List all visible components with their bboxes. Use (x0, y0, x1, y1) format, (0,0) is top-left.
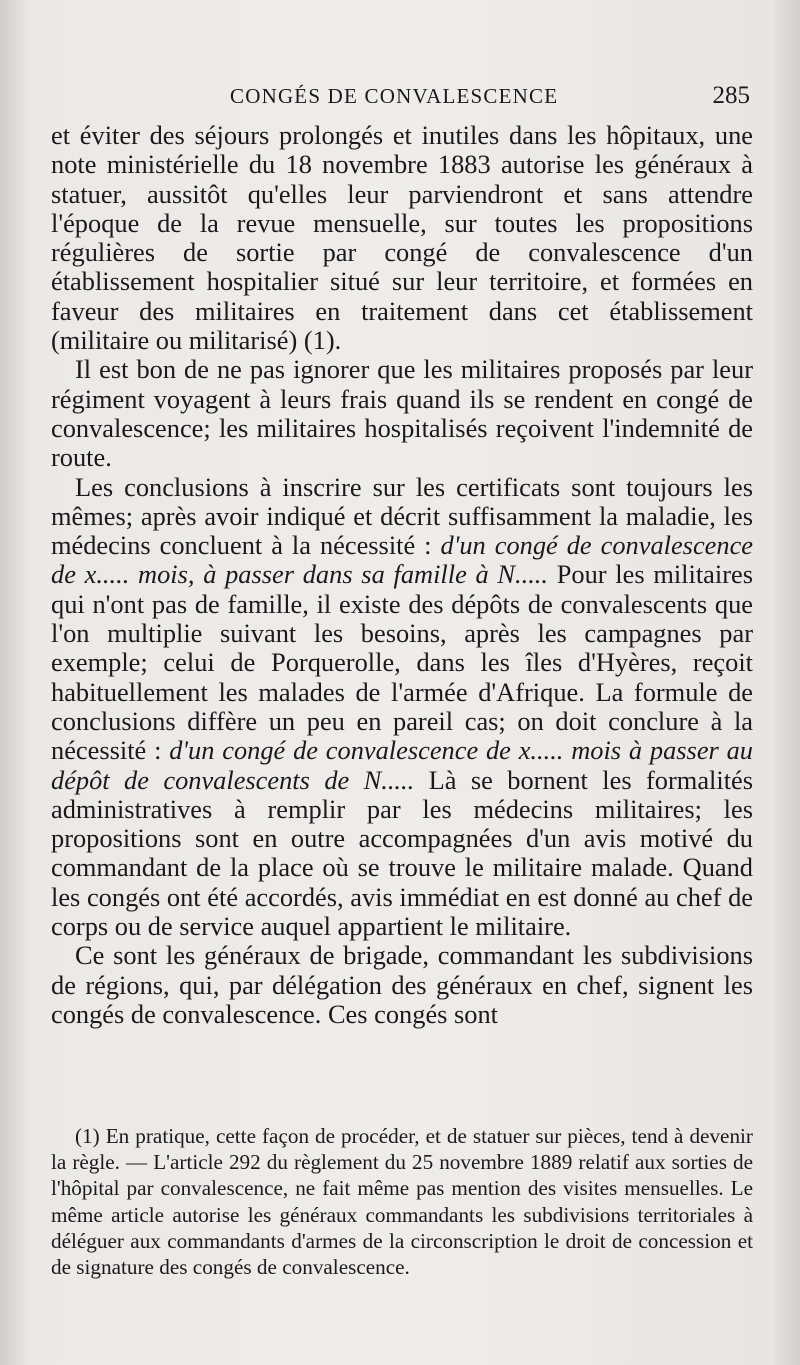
conclusions-text-2: Pour les militaires qui n'ont pas de famille, il existe des dépôts de convalescents que l'on multiplie suivant les besoins, après les campagnes par exemple; celui de Porquerolle, dans les îles d'Hyères, reçoit habituellement les malades de l'armée d'Afrique. La formule de conclusions diffère un peu en pareil cas; on doit conclure à la nécessité : (51, 559, 753, 766)
running-title: CONGÉS DE CONVALESCENCE (230, 84, 559, 108)
conclusion-formula-depot: d'un congé de convalescence de x..... mois à passer au dépôt de convalescents de N..... (51, 735, 753, 795)
page-header (0, 84, 800, 114)
footnote-text: (1) En pratique, cette façon de procéder, et de statuer sur pièces, tend à devenir la règle. — L'article 292 du règlement du 25 novembre 1889 relatif aux sorties de l'hôpital par convalescence, ne fait même pas mention des visites mensuelles. Le même article autorise les généraux commandants les subdivisions territoriales à déléguer aux commandants d'armes de la circonscription le droit de concession et de signature des congés de convalescence. (51, 1124, 753, 1280)
conclusion-formula-family: d'un congé de convalescence de x..... mois, à passer dans sa famille à N..... (51, 530, 753, 590)
paragraph-generals: Ce sont les généraux de brigade, commandant les subdivisions de régions, qui, par délégation des généraux en chef, signent les congés de convalescence. Ces congés sont (51, 940, 753, 1029)
paragraph-conclusions (51, 473, 753, 942)
main-text (51, 121, 753, 1029)
footnote (51, 1123, 753, 1280)
conclusions-text-3: Là se bornent les formalités administratives à remplir par les médecins militaires; les propositions sont en outre accompagnées d'un avis motivé du commandant de la place où se trouve le militaire malade. Quand les congés ont été accordés, avis immédiat en est donné au chef de corps ou de service auquel appartient le militaire. (51, 764, 754, 942)
conclusions-text-1: Les conclusions à inscrire sur les certificats sont toujours les mêmes; après avoir indiqué et décrit suffisamment la maladie, les médecins concluent à la nécessité : (51, 471, 753, 561)
paragraph-continued: et éviter des séjours prolongés et inutiles dans les hôpitaux, une note ministérielle du 18 novembre 1883 autorise les généraux à statuer, aussitôt qu'elles leur parviendront et sans attendre l'époque de la revue mensuelle, sur toutes les propositions régulières de sortie par congé de convalescence d'un établissement hospitalier situé sur leur territoire, et formées en faveur des militaires en traitement dans cet établissement (militaire ou militarisé) (1). (51, 120, 753, 356)
paragraph-travel-costs: Il est bon de ne pas ignorer que les militaires proposés par leur régiment voyagent à leurs frais quand ils se rendent en congé de convalescence; les militaires hospitalisés reçoivent l'indemnité de route. (51, 354, 753, 473)
page-number: 285 (712, 82, 750, 109)
